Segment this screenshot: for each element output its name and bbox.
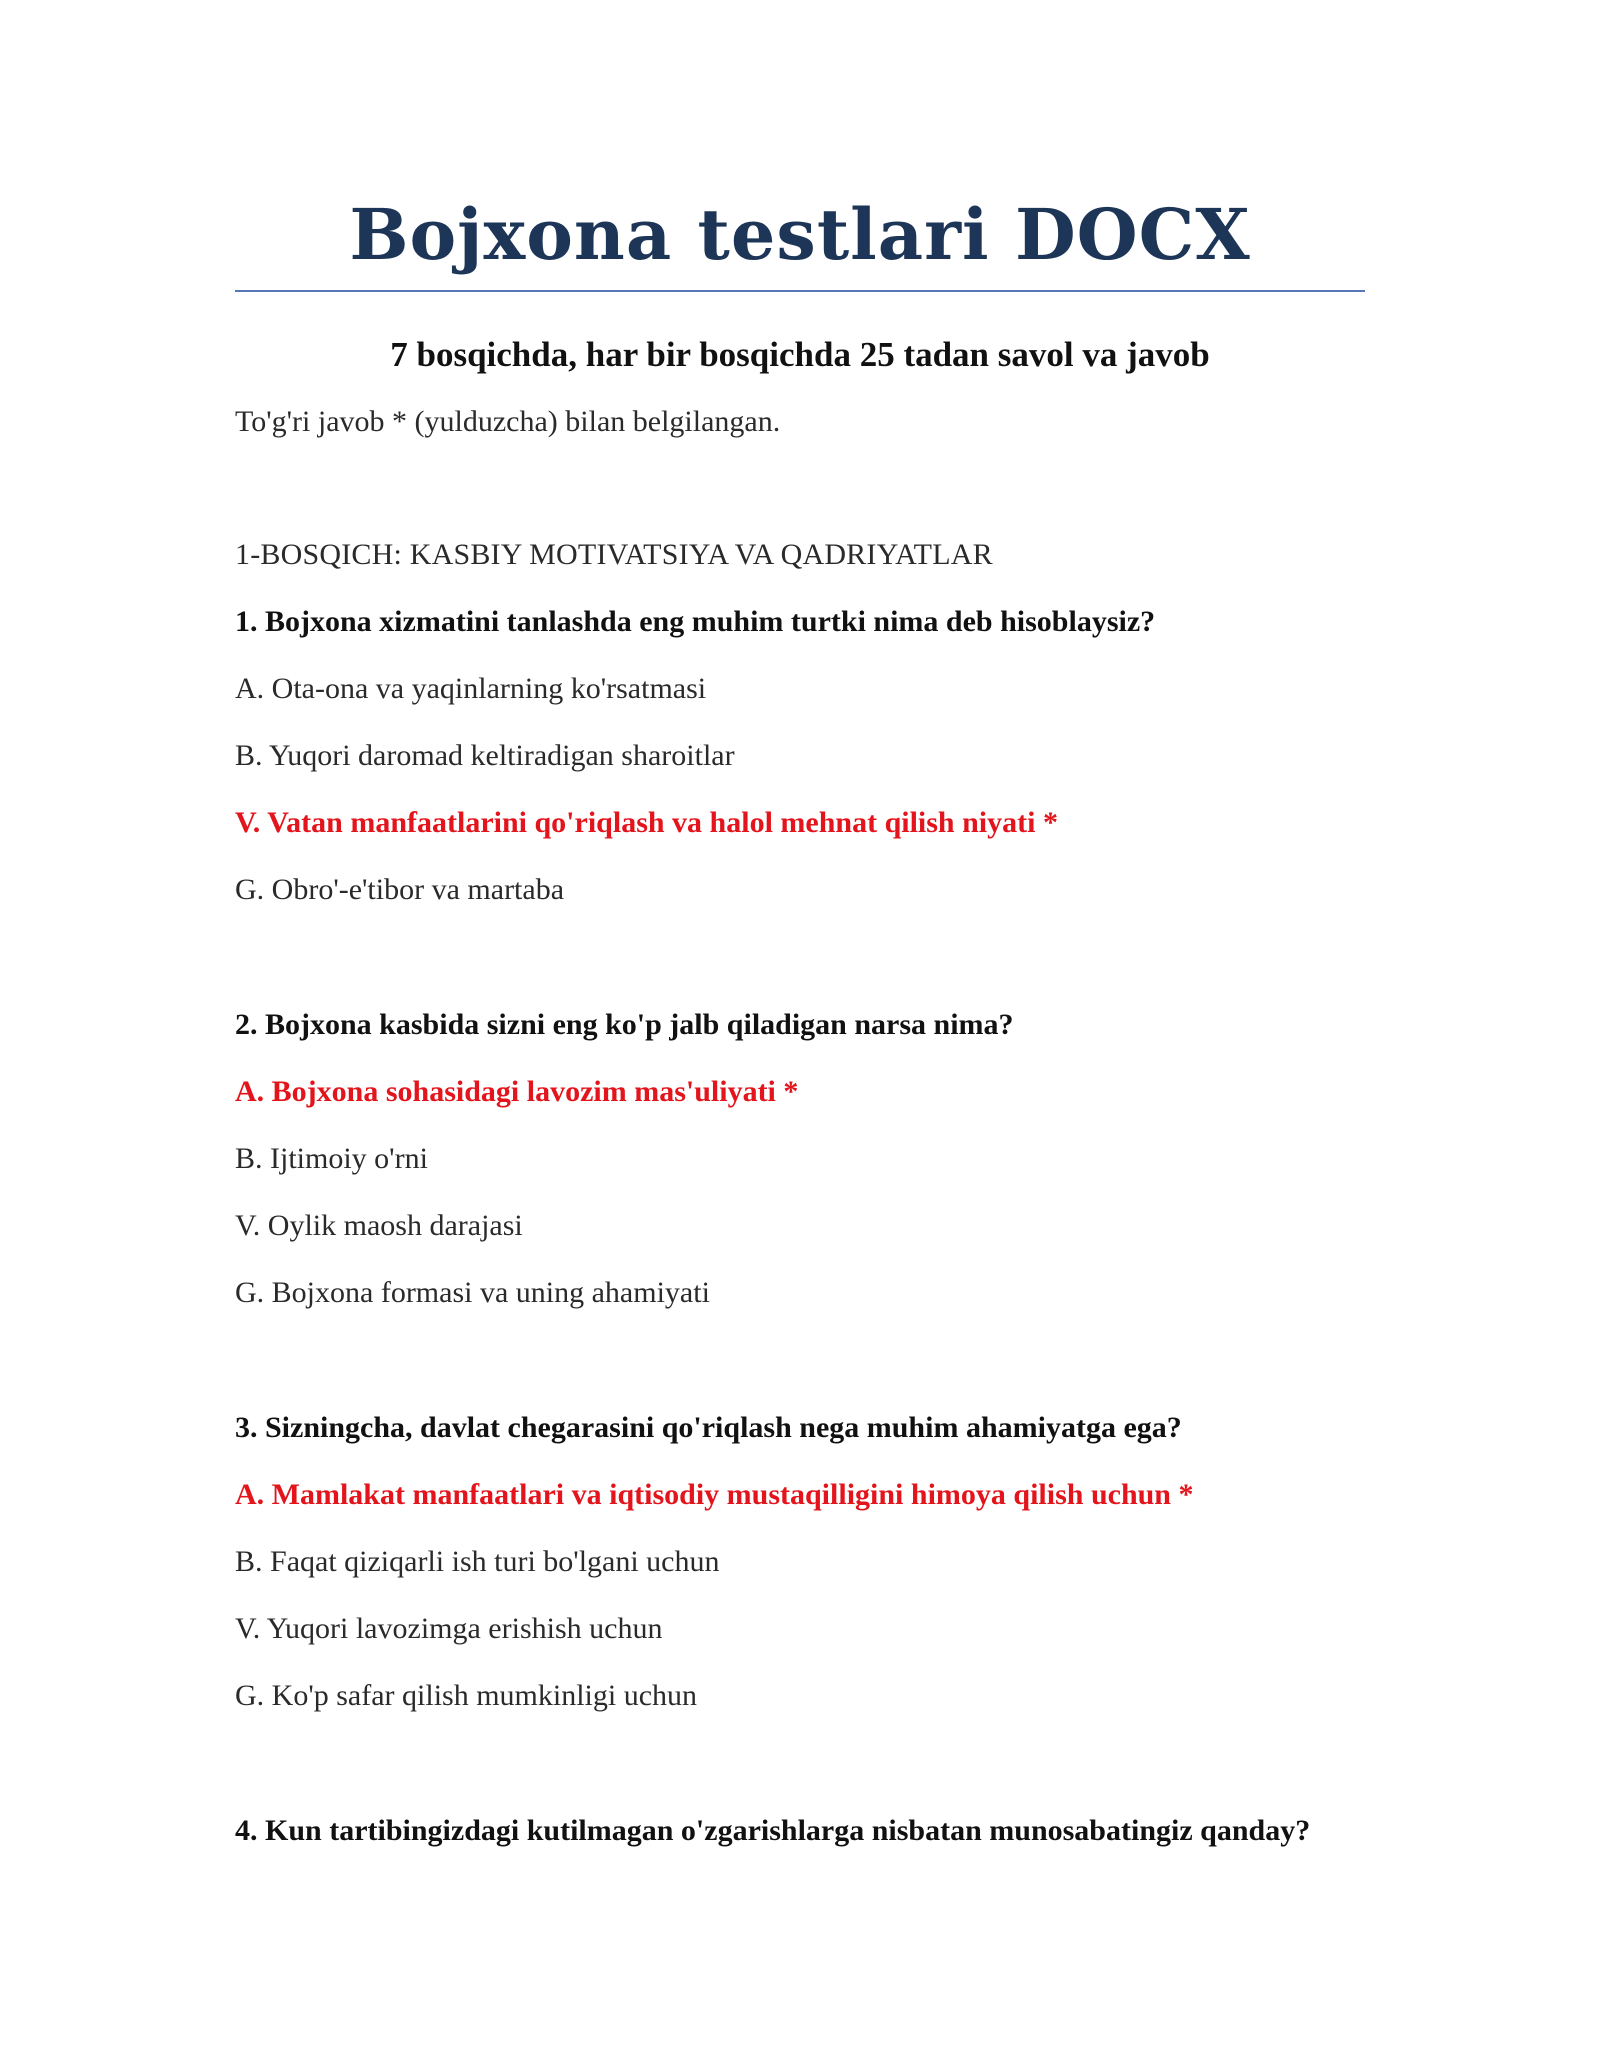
- question-3-option-v: V. Yuqori lavozimga erishish uchun: [235, 1612, 663, 1645]
- question-1-option-g: G. Obro'-e'tibor va martaba: [235, 873, 565, 906]
- question-2-option-g: G. Bojxona formasi va uning ahamiyati: [235, 1276, 710, 1309]
- question-2-option-v: V. Oylik maosh darajasi: [235, 1209, 523, 1242]
- question-1-option-v-correct: V. Vatan manfaatlarini qo'riqlash va halol mehnat qilish niyati *: [235, 806, 1058, 839]
- title-underline: [235, 290, 1365, 292]
- document-title: Bojxona testlari DOCX: [349, 193, 1251, 276]
- document-subtitle: 7 bosqichda, har bir bosqichda 25 tadan savol va javob: [390, 335, 1210, 374]
- question-3-option-g: G. Ko'p safar qilish mumkinligi uchun: [235, 1679, 698, 1712]
- answer-key-note: To'g'ri javob * (yulduzcha) bilan belgilangan.: [235, 405, 781, 438]
- section-heading: 1-BOSQICH: KASBIY MOTIVATSIYA VA QADRIYATLAR: [235, 538, 993, 571]
- question-4: 4. Kun tartibingizdagi kutilmagan o'zgarishlarga nisbatan munosabatingiz qanday?: [235, 1814, 1311, 1847]
- question-3-option-b: B. Faqat qiziqarli ish turi bo'lgani uchun: [235, 1545, 720, 1578]
- question-2-option-a-correct: A. Bojxona sohasidagi lavozim mas'uliyati *: [235, 1075, 799, 1108]
- question-1: 1. Bojxona xizmatini tanlashda eng muhim turtki nima deb hisoblaysiz?: [235, 605, 1156, 638]
- question-2-option-b: B. Ijtimoiy o'rni: [235, 1142, 428, 1175]
- question-1-option-b: B. Yuqori daromad keltiradigan sharoitlar: [235, 739, 735, 772]
- question-2: 2. Bojxona kasbida sizni eng ko'p jalb qiladigan narsa nima?: [235, 1008, 1014, 1041]
- question-3-option-a-correct: A. Mamlakat manfaatlari va iqtisodiy mustaqilligini himoya qilish uchun *: [235, 1478, 1194, 1511]
- question-3: 3. Sizningcha, davlat chegarasini qo'riqlash nega muhim ahamiyatga ega?: [235, 1411, 1182, 1444]
- question-1-option-a: A. Ota-ona va yaqinlarning ko'rsatmasi: [235, 672, 707, 705]
